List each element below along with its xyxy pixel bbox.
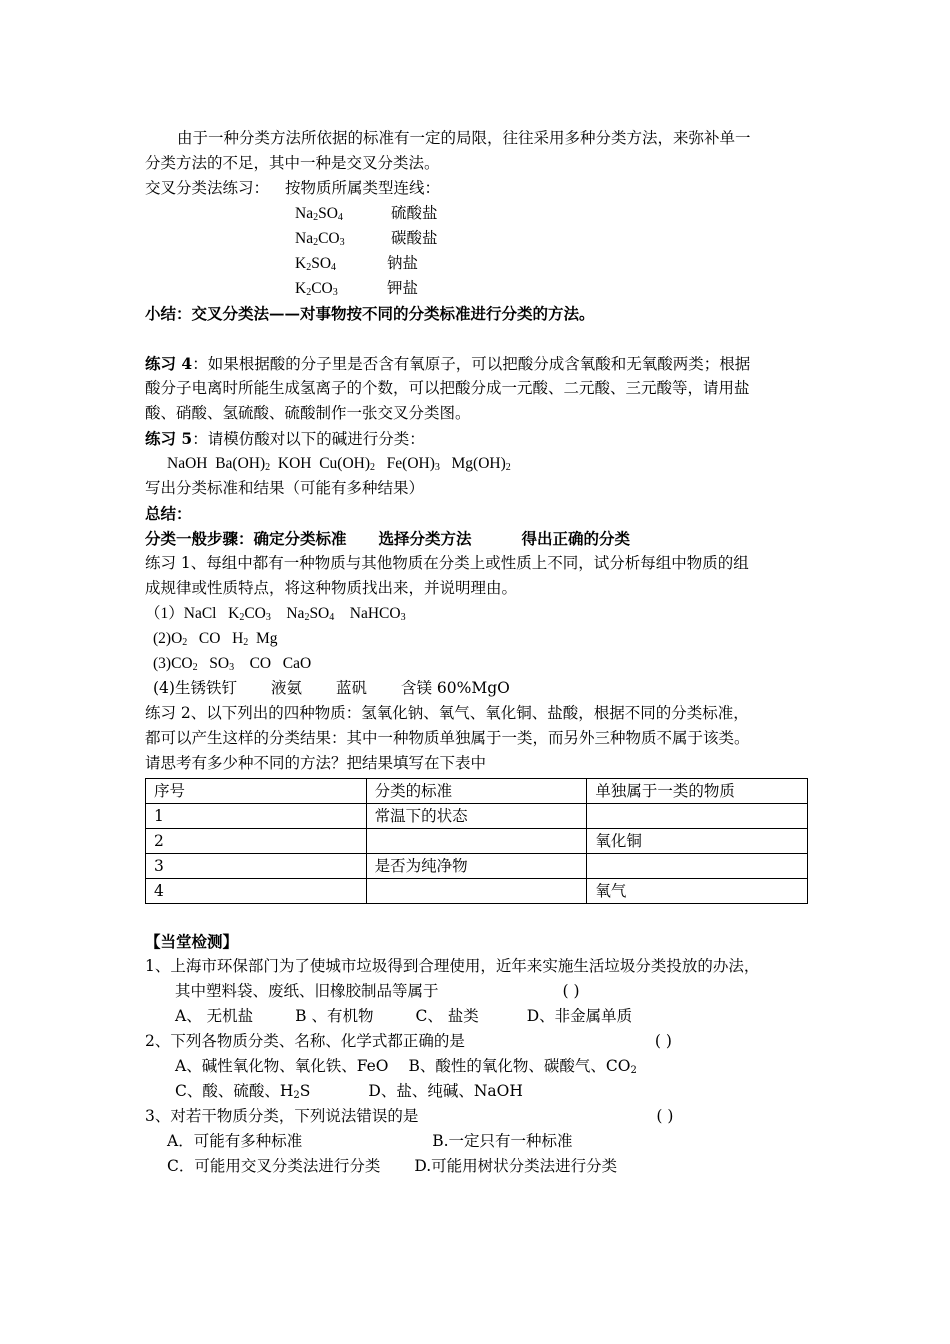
table-header-cell: 序号 (146, 779, 367, 804)
table-row (146, 854, 808, 879)
table-cell: 1 (146, 804, 367, 829)
intro-line-1: 由于一种分类方法所依据的标准有一定的局限，往往采用多种分类方法，来弥补单一 (177, 129, 751, 147)
matching-row (145, 276, 810, 301)
option: D、盐、纯碱、NaOH (368, 1082, 523, 1100)
table-cell (366, 829, 587, 854)
table-cell (587, 854, 808, 879)
option: C、酸、硫酸、$H_2S$ (175, 1082, 311, 1101)
table-cell: 常温下的状态 (366, 804, 587, 829)
table-cell (587, 804, 808, 829)
option: A．可能有多种标准 (167, 1132, 303, 1150)
matching-category: 碳酸盐 (391, 230, 438, 247)
option: B.一定只有一种标准 (432, 1132, 573, 1150)
matching-formula: $Na_2SO_4$ (295, 205, 343, 223)
exercise-4-line-3: 酸、硝酸、氢硫酸、硫酸制作一张交叉分类图。 (145, 404, 471, 422)
option: D、非金属单质 (526, 1007, 633, 1025)
table-cell: 3 (146, 854, 367, 879)
matching-row (145, 201, 810, 226)
question-3: 3、对若干物质分类，下列说法错误的是 ( ) (145, 1107, 674, 1125)
table-cell: 是否为纯净物 (366, 854, 587, 879)
matching-formula: $K_2CO_3$ (295, 280, 338, 298)
classification-steps: 分类一般步骤：确定分类标准 选择分类方法 得出正确的分类 (145, 529, 631, 548)
test-title: 【当堂检测】 (145, 932, 239, 951)
question-1-line-1: 1、上海市环保部门为了使城市垃圾得到合理使用，近年来实施生活垃圾分类投放的办法， (145, 957, 760, 975)
exercise-2-line-1: 练习 2、以下列出的四种物质：氢氧化钠、氧气、氧化铜、盐酸，根据不同的分类标准， (145, 704, 749, 722)
bases-list: NaOH $Ba(OH)_2$ KOH $Cu(OH)_2$ $Fe(OH)_3$ $Mg(OH)_2$ (167, 455, 511, 473)
group-2: $(2)O_2$ CO $H_2$ Mg (153, 630, 278, 648)
group-3: $(3)CO_2$ $SO_3$ CO CaO (153, 655, 312, 673)
table-row (146, 879, 808, 904)
matching-category: 钾盐 (387, 280, 419, 297)
matching-category: 钠盐 (387, 255, 419, 272)
question-1-line-2: 其中塑料袋、废纸、旧橡胶制品等属于 ( ) (175, 982, 580, 1000)
option: A、碱性氧化物、氧化铁、FeO (175, 1057, 389, 1075)
matching-row (145, 251, 810, 276)
matching-formula: $Na_2CO_3$ (295, 230, 345, 248)
question-3-options-cd (145, 1154, 810, 1179)
option: D.可能用树状分类法进行分类 (414, 1157, 618, 1175)
option: B、酸性的氧化物、碳酸气、CO (408, 1057, 631, 1075)
cross-classification-exercise (145, 176, 810, 201)
question-2-options-ab: A、碱性氧化物、氧化铁、FeO B、酸性的氧化物、碳酸气、$CO_2$ (175, 1057, 637, 1076)
document-page (145, 126, 810, 1179)
table-cell: 4 (146, 879, 367, 904)
exercise-1-line-2: 成规律或性质特点，将这种物质找出来，并说明理由。 (145, 579, 518, 597)
question-1-options (145, 1004, 810, 1029)
table-cell: 氧气 (587, 879, 808, 904)
exercise-4-line-1: 练习 4：如果根据酸的分子里是否含有氧原子，可以把酸分成含氧酸和无氧酸两类；根据 (145, 354, 751, 373)
question-2-options-cd (145, 1079, 810, 1104)
matching-row (145, 226, 810, 251)
exercise-task: 按物质所属类型连线： (285, 179, 441, 197)
option: A、 无机盐 (175, 1007, 254, 1025)
option: C、 盐类 (415, 1007, 479, 1025)
table-row (146, 829, 808, 854)
classification-table (145, 778, 808, 904)
option: C．可能用交叉分类法进行分类 (167, 1157, 381, 1175)
exercise-5-line: 练习 5：请模仿酸对以下的碱进行分类： (145, 429, 425, 448)
group-4: (4)生锈铁钉 液氨 蓝矾 含镁 60%MgO (153, 679, 510, 697)
table-cell (366, 879, 587, 904)
answer-paren: ( ) (562, 982, 580, 1000)
summary-cross-classification: 小结：交叉分类法——对事物按不同的分类标准进行分类的方法。 (145, 304, 595, 323)
conclusion-label: 总结： (145, 504, 192, 523)
table-cell: 2 (146, 829, 367, 854)
exercise-2-line-2: 都可以产生这样的分类结果：其中一种物质单独属于一类，而另外三种物质不属于该类。 (145, 729, 750, 747)
table-row (146, 804, 808, 829)
table-header-row (146, 779, 808, 804)
exercise-5-write: 写出分类标准和结果（可能有多种结果） (145, 479, 425, 497)
question-3-options-ab (145, 1129, 810, 1154)
table-header-cell: 单独属于一类的物质 (587, 779, 808, 804)
exercise-4-line-2: 酸分子电离时所能生成氢离子的个数，可以把酸分成一元酸、二元酸、三元酸等，请用盐 (145, 379, 750, 397)
intro-line-2: 分类方法的不足，其中一种是交叉分类法。 (145, 154, 440, 172)
answer-paren: ( ) (654, 1032, 672, 1050)
exercise-1-line-1: 练习 1、每组中都有一种物质与其他物质在分类上或性质上不同，试分析每组中物质的组 (145, 554, 749, 572)
option: B 、有机物 (295, 1007, 374, 1025)
exercise-label: 交叉分类法练习： (145, 179, 270, 197)
table-cell: 氧化铜 (587, 829, 808, 854)
exercise-2-line-3: 请思考有多少种不同的方法？把结果填写在下表中 (145, 754, 487, 772)
table-header-cell: 分类的标准 (366, 779, 587, 804)
group-1: （1）NaCl $K_2CO_3$ $Na_2SO_4$ NaHCO$_3$ (145, 605, 406, 623)
answer-paren: ( ) (656, 1107, 674, 1125)
matching-category: 硫酸盐 (391, 205, 438, 222)
matching-formula: $K_2SO_4$ (295, 255, 337, 273)
question-2: 2、下列各物质分类、名称、化学式都正确的是 ( ) (145, 1032, 672, 1050)
